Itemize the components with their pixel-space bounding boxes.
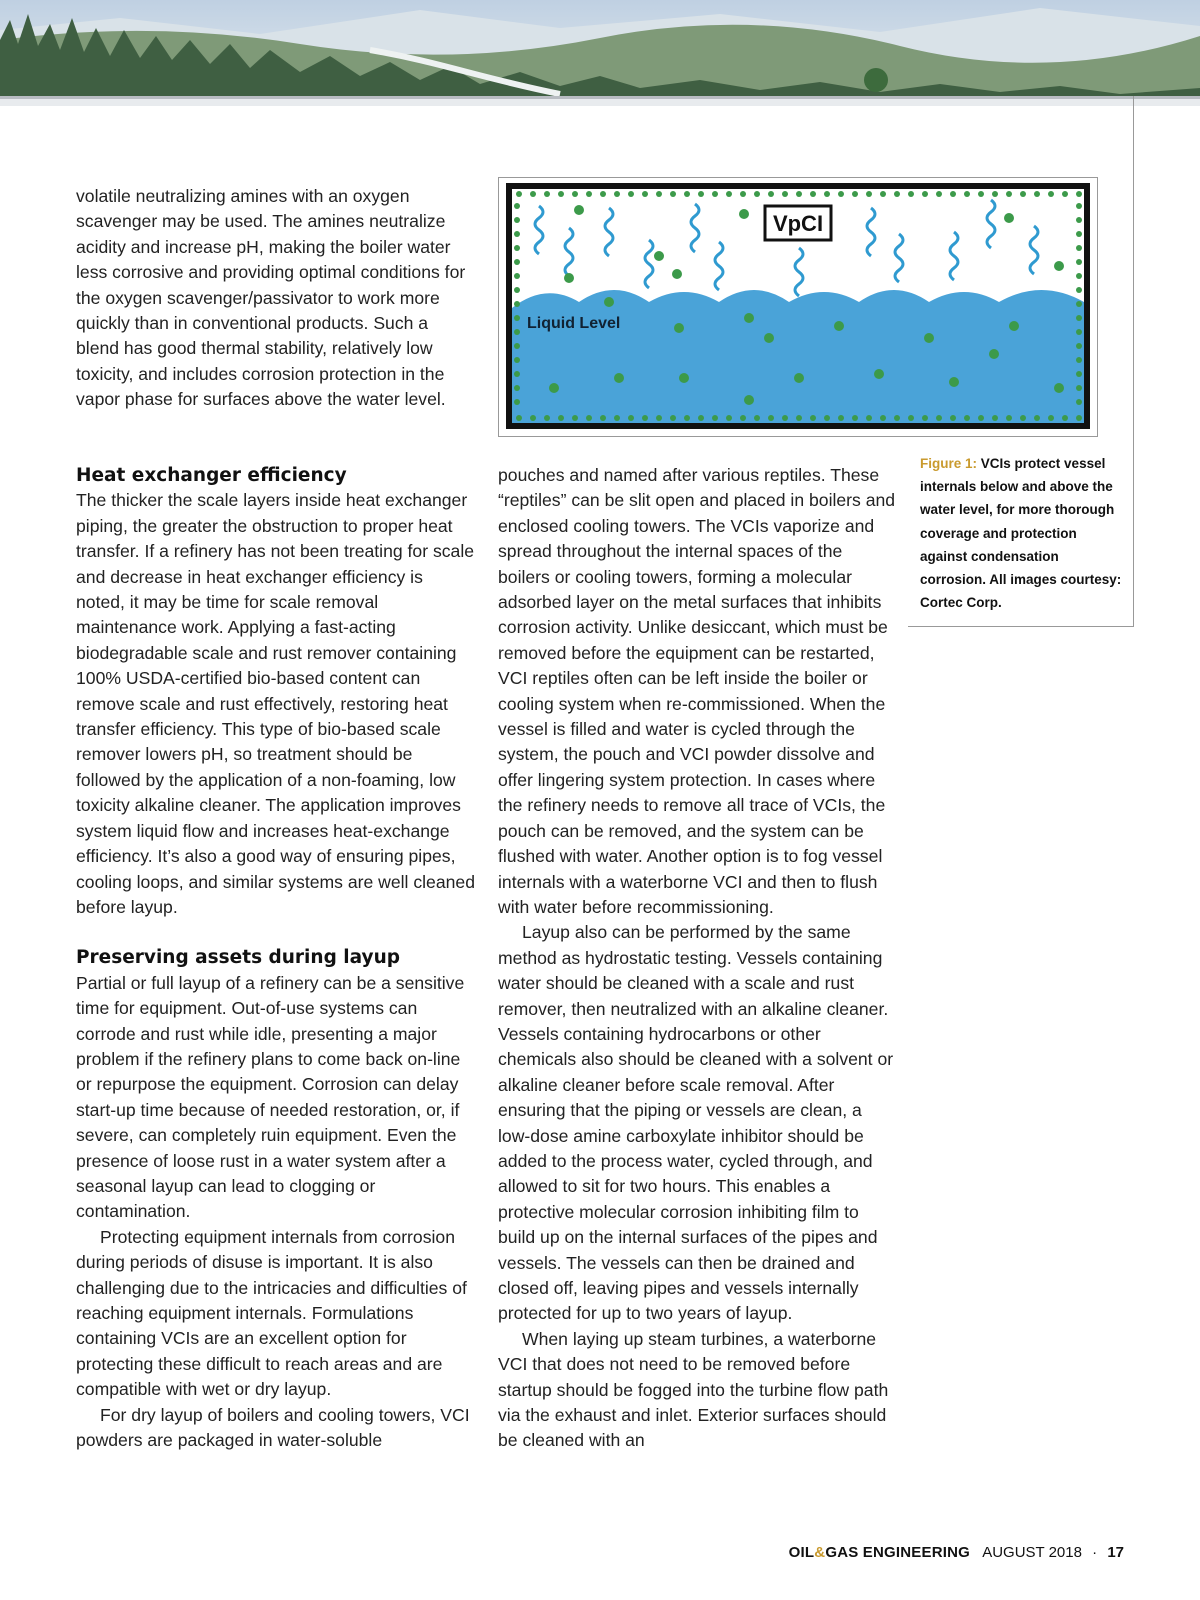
border-dot [1076, 287, 1082, 293]
border-dot [1076, 191, 1082, 197]
border-dot [530, 415, 536, 421]
border-dot [670, 415, 676, 421]
page-number: 17 [1107, 1544, 1124, 1561]
border-dot [754, 415, 760, 421]
border-dot [1076, 315, 1082, 321]
border-dot [936, 191, 942, 197]
vci-particle [764, 333, 774, 343]
border-dot [600, 191, 606, 197]
border-dot [1076, 415, 1082, 421]
border-dot [514, 399, 520, 405]
border-dot [768, 415, 774, 421]
border-dot [1006, 191, 1012, 197]
border-dot [712, 415, 718, 421]
vci-particle [924, 333, 934, 343]
vci-particle [834, 321, 844, 331]
spacer [76, 920, 476, 945]
border-dot [514, 315, 520, 321]
footer-separator: · [1092, 1544, 1098, 1561]
forest-landscape-illustration [0, 0, 1200, 106]
paragraph-heat-exchanger: The thicker the scale layers inside heat exchanger piping, the greater the obstruction to proper heat transfer. If a refinery has not been treating for scale and decrease in heat exchanger efficiency is noted, it may be time for scale removal maintenance work. Applying a fast-acting biodegradable scale and rust remover containing 100% USDA-certified bio-based content can remove scale and rust effectively, restoring heat transfer efficiency. This type of bio-based scale remover lowers pH, so treatment should be followed by the application of a non-foaming, low toxicity alkaline cleaner. The application improves system liquid flow and increases heat-exchange efficiency. It’s also a good way of ensuring pipes, cooling loops, and similar systems are well cleaned before layup. [76, 490, 475, 917]
vci-particle [744, 313, 754, 323]
header-banner-image [0, 0, 1200, 106]
border-dot [992, 415, 998, 421]
vci-particle [679, 373, 689, 383]
border-dot [516, 191, 522, 197]
border-dot [514, 259, 520, 265]
border-dot [908, 191, 914, 197]
figure-caption-text: VCIs protect vessel internals below and above the water level, for more thorough coverage and protection against condensation corrosion. All images courtesy: Cortec Corp. [920, 456, 1122, 611]
magazine-name: OIL&GAS ENGINEERING [788, 1544, 971, 1561]
border-dot [558, 415, 564, 421]
border-dot [1076, 245, 1082, 251]
heading-heat-exchanger: Heat exchanger efficiency [76, 465, 347, 486]
border-dot [1076, 259, 1082, 265]
border-dot [768, 191, 774, 197]
border-dot [642, 191, 648, 197]
border-dot [824, 415, 830, 421]
border-dot [698, 191, 704, 197]
border-dot [1020, 415, 1026, 421]
border-dot [544, 415, 550, 421]
vci-particle [1009, 321, 1019, 331]
border-dot [1048, 191, 1054, 197]
border-dot [894, 415, 900, 421]
vci-particle [739, 209, 749, 219]
border-dot [1020, 191, 1026, 197]
vci-particle [674, 323, 684, 333]
border-dot [514, 357, 520, 363]
border-dot [628, 191, 634, 197]
border-dot [936, 415, 942, 421]
border-dot [1076, 217, 1082, 223]
border-dot [586, 415, 592, 421]
border-dot [1076, 371, 1082, 377]
vci-particle [949, 377, 959, 387]
border-dot [880, 191, 886, 197]
column-1-intro [76, 184, 476, 413]
border-dot [1076, 301, 1082, 307]
vci-particle [874, 369, 884, 379]
border-dot [1034, 191, 1040, 197]
border-dot [1076, 273, 1082, 279]
paragraph-hydrostatic: Layup also can be performed by the same method as hydrostatic testing. Vessels containing water should be cleaned with a scale and rust remover, then neutralized with an alkaline cleaner. Vessels containing hydrocarbons or other chemicals also should be cleaned with a solvent or alkaline cleaner before scale removal. After ensuring that the piping or vessels are clean, a low-dose amine carboxylate inhibitor should be added to the process water, cycled through, and allowed to sit for two hours. This enables a protective molecular corrosion inhibiting film to build up on the internal surfaces of the pipes and vessels. The vessels can then be drained and closed off, leaving pipes and vessels internally protected for up to two years of layup. [498, 922, 894, 1324]
border-dot [1062, 415, 1068, 421]
vci-particle [549, 383, 559, 393]
border-dot [572, 191, 578, 197]
paragraph-steam-turbines: When laying up steam turbines, a waterborne VCI that does not need to be removed before startup should be fogged into the turbine flow path via the exhaust and inlet. Exterior surfaces should be cleaned with an [498, 1328, 889, 1451]
vci-particle [989, 349, 999, 359]
border-dot [838, 415, 844, 421]
vci-particle [1004, 213, 1014, 223]
border-dot [740, 191, 746, 197]
vpci-label: VpCI [772, 211, 824, 236]
border-dot [614, 415, 620, 421]
border-dot [642, 415, 648, 421]
border-dot [782, 415, 788, 421]
liquid-level-label: Liquid Level [527, 315, 621, 332]
border-dot [866, 191, 872, 197]
border-dot [964, 415, 970, 421]
border-dot [514, 231, 520, 237]
paragraph-protecting-internals: Protecting equipment internals from corrosion during periods of disuse is important. It is also challenging due to the intricacies and difficulties of reaching equipment internals. Formulations containing VCIs are an excellent option for protecting these difficult to reach areas and are compatible with wet or dry layup. [76, 1226, 467, 1400]
border-dot [1034, 415, 1040, 421]
border-dot [1076, 329, 1082, 335]
border-dot [726, 191, 732, 197]
border-dot [516, 415, 522, 421]
vci-particle [672, 269, 682, 279]
vci-particle [574, 205, 584, 215]
border-dot [514, 371, 520, 377]
border-dot [514, 273, 520, 279]
border-dot [950, 415, 956, 421]
vci-vessel-diagram [499, 178, 1097, 436]
paragraph-layup-intro: Partial or full layup of a refinery can be a sensitive time for equipment. Out-of-use systems can corrode and rust while idle, presenting a major problem if the refinery plans to come back on-line or repurpose the equipment. Corrosion can delay start-up time because of needed restoration, or, if severe, can completely ruin equipment. Even the presence of loose rust in a water system after a seasonal layup can lead to clogging or contamination. [76, 972, 465, 1222]
border-dot [908, 415, 914, 421]
border-dot [978, 415, 984, 421]
vci-particle [1054, 383, 1064, 393]
border-dot [740, 415, 746, 421]
figure-caption [920, 452, 1126, 614]
border-dot [656, 191, 662, 197]
vci-particle [654, 251, 664, 261]
border-dot [964, 191, 970, 197]
border-dot [684, 415, 690, 421]
border-dot [866, 415, 872, 421]
column-1-body [76, 463, 476, 1453]
sidebar-divider-vertical [1133, 96, 1134, 626]
figure-1 [498, 177, 1098, 437]
border-dot [514, 301, 520, 307]
border-dot [726, 415, 732, 421]
border-dot [1006, 415, 1012, 421]
border-dot [1076, 231, 1082, 237]
border-dot [852, 191, 858, 197]
border-dot [880, 415, 886, 421]
border-dot [782, 191, 788, 197]
paragraph-dry-layup: For dry layup of boilers and cooling towers, VCI powders are packaged in water-soluble [76, 1404, 470, 1451]
border-dot [922, 191, 928, 197]
page-footer [789, 1544, 1124, 1561]
border-dot [558, 191, 564, 197]
border-dot [810, 415, 816, 421]
border-dot [1076, 357, 1082, 363]
figure-caption-label: Figure 1: [920, 456, 978, 471]
border-dot [852, 415, 858, 421]
border-dot [1076, 203, 1082, 209]
border-dot [796, 415, 802, 421]
paragraph-reptiles: pouches and named after various reptiles. These “reptiles” can be slit open and placed in boilers and enclosed cooling towers. The VCIs vaporize and spread throughout the internal spaces of the boilers or cooling towers, forming a molecular adsorbed layer on the metal surfaces that inhibits corrosion activity. Unlike desiccant, which must be removed before the equipment can be restarted, VCI reptiles often can be left inside the boiler or cooling system when re-commissioned. When the vessel is filled and water is cycled through the system, the pouch and VCI powder dissolve and offer lingering system protection. In cases where the refinery needs to remove all trace of VCIs, the pouch can be removed, and the system can be flushed with water. Another option is to fog vessel internals with a waterborne VCI and then to flush with water before recommissioning. [498, 465, 896, 917]
vci-particle [604, 297, 614, 307]
border-dot [1076, 343, 1082, 349]
border-dot [656, 415, 662, 421]
heading-preserving-assets: Preserving assets during layup [76, 947, 400, 969]
border-dot [670, 191, 676, 197]
border-dot [628, 415, 634, 421]
border-dot [586, 191, 592, 197]
border-dot [712, 191, 718, 197]
border-dot [1062, 191, 1068, 197]
border-dot [514, 329, 520, 335]
border-dot [572, 415, 578, 421]
vci-particle [614, 373, 624, 383]
border-dot [838, 191, 844, 197]
vci-particle [564, 273, 574, 283]
vci-particle [744, 395, 754, 405]
vci-particle [794, 373, 804, 383]
border-dot [684, 191, 690, 197]
border-dot [698, 415, 704, 421]
border-dot [1076, 399, 1082, 405]
border-dot [514, 385, 520, 391]
issue-date: AUGUST 2018 [982, 1544, 1082, 1561]
caption-divider-horizontal [908, 626, 1134, 627]
border-dot [514, 343, 520, 349]
border-dot [978, 191, 984, 197]
intro-paragraph: volatile neutralizing amines with an oxygen scavenger may be used. The amines neutralize acidity and increase pH, making the boiler water less corrosive and providing optimal conditions for the oxygen scavenger/passivator to work more quickly than in conventional products. Such a blend has good thermal stability, relatively low toxicity, and includes corrosion protection in the vapor phase for surfaces above the water level. [76, 186, 466, 410]
border-dot [992, 191, 998, 197]
vci-particle [1054, 261, 1064, 271]
border-dot [796, 191, 802, 197]
border-dot [530, 191, 536, 197]
border-dot [824, 191, 830, 197]
border-dot [1048, 415, 1054, 421]
border-dot [514, 287, 520, 293]
border-dot [894, 191, 900, 197]
border-dot [1076, 385, 1082, 391]
column-2-body [498, 463, 898, 1454]
border-dot [544, 191, 550, 197]
border-dot [514, 217, 520, 223]
border-dot [754, 191, 760, 197]
border-dot [810, 191, 816, 197]
border-dot [614, 191, 620, 197]
border-dot [600, 415, 606, 421]
border-dot [950, 191, 956, 197]
border-dot [922, 415, 928, 421]
border-dot [514, 203, 520, 209]
border-dot [514, 245, 520, 251]
